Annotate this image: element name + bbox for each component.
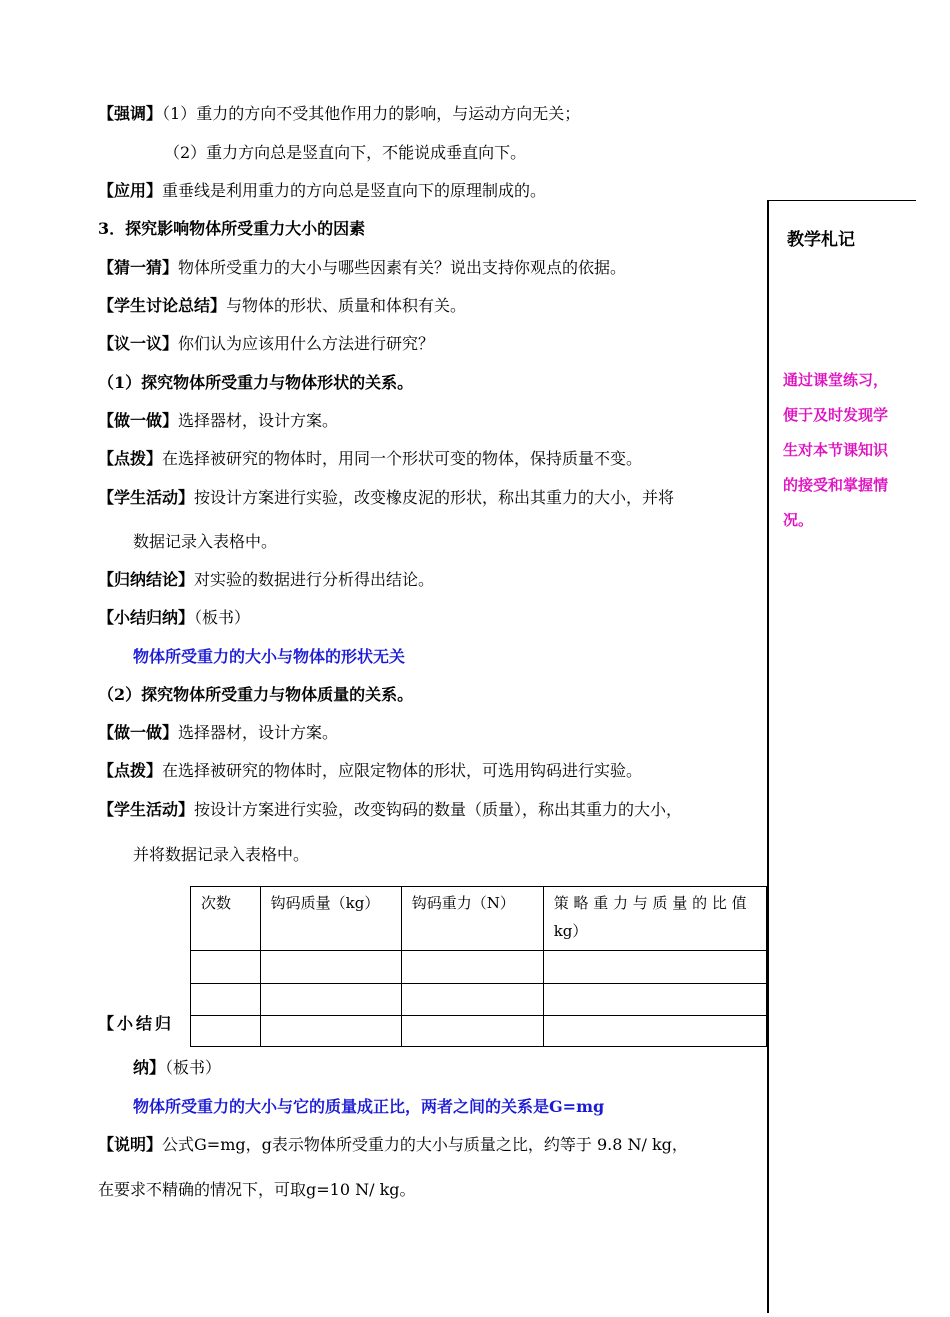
explanation-tag: 【说明】 (98, 1135, 163, 1154)
table-header-cell: 策 略 重 力 与 质 量 的 比 值 kg） (543, 887, 766, 951)
table-row (191, 1016, 767, 1047)
subsection-heading-1: （1）探究物体所受重力与物体形状的关系。 (98, 373, 414, 392)
table-cell (191, 984, 261, 1016)
table-cell (260, 1016, 401, 1047)
summary-tag-1: 【小结归纳】 (98, 608, 195, 627)
table-cell (401, 984, 543, 1016)
discussion-tag: 【学生讨论总结】 (98, 296, 227, 315)
do-it-text-1: 选择器材，设计方案。 (178, 411, 339, 430)
activity-text-2-cont: 并将数据记录入表格中。 (133, 845, 310, 864)
conclusion-text: 对实验的数据进行分析得出结论。 (194, 570, 435, 589)
guess-tag: 【猜一猜】 (98, 258, 179, 277)
activity-text-1-cont: 数据记录入表格中。 (133, 532, 278, 551)
explanation-text: 公式G=mg，g表示物体所受重力的大小与质量之比，约等于 9.8 N/ kg， (162, 1135, 688, 1154)
table-cell (260, 951, 401, 984)
activity-text-2: 按设计方案进行实验，改变钩码的数量（质量），称出其重力的大小， (194, 800, 683, 819)
do-it-tag-2: 【做一做】 (98, 723, 179, 742)
guess-text: 物体所受重力的大小与哪些因素有关？说出支持你观点的依据。 (178, 258, 627, 277)
application-tag: 【应用】 (98, 181, 163, 200)
table-header-cell: 钩码重力（N） (401, 887, 543, 951)
table-cell (543, 1016, 766, 1047)
activity-text-1: 按设计方案进行实验，改变橡皮泥的形状，称出其重力的大小，并将 (194, 488, 675, 507)
table-row (191, 984, 767, 1016)
table-header-cell: 钩码质量（kg） (260, 887, 401, 951)
explanation-text-cont: 在要求不精确的情况下，可取g=10 N/ kg。 (98, 1180, 416, 1199)
note-line: 通过课堂练习， (783, 371, 889, 389)
hint-text-1: 在选择被研究的物体时，用同一个形状可变的物体，保持质量不变。 (162, 449, 643, 468)
section-heading-3: 3．探究影响物体所受重力大小的因素 (98, 219, 366, 238)
activity-tag-1: 【学生活动】 (98, 488, 195, 507)
note-line: 的接受和掌握情 (783, 476, 889, 494)
summary-tag-2a: 【小结归 (98, 1014, 175, 1033)
note-line: 便于及时发现学 (783, 406, 889, 424)
table-row (191, 951, 767, 984)
discussion-text: 与物体的形状、质量和体积有关。 (226, 296, 467, 315)
emphasis-text-2: （2）重力方向总是竖直向下，不能说成垂直向下。 (164, 143, 527, 162)
table-cell (191, 951, 261, 984)
debate-text: 你们认为应该用什么方法进行研究？ (178, 334, 435, 353)
conclusion-tag: 【归纳结论】 (98, 570, 195, 589)
application-text: 重垂线是利用重力的方向总是竖直向下的原理制成的。 (162, 181, 547, 200)
hint-text-2: 在选择被研究的物体时，应限定物体的形状，可选用钩码进行实验。 (162, 761, 643, 780)
board-note-1: 物体所受重力的大小与物体的形状无关 (133, 647, 406, 666)
activity-tag-2: 【学生活动】 (98, 800, 195, 819)
table-header-row (191, 887, 767, 951)
summary-text-2: （板书） (165, 1058, 222, 1077)
do-it-text-2: 选择器材，设计方案。 (178, 723, 339, 742)
summary-text-1: （板书） (194, 608, 251, 627)
explanation-line (98, 1135, 688, 1155)
table-cell (191, 1016, 261, 1047)
summary-line-2 (133, 1058, 221, 1078)
summary-tag-2b: 纳】 (133, 1058, 166, 1077)
data-table (190, 886, 767, 1047)
emphasis-tag: 【强调】 (98, 104, 163, 123)
hint-tag-1: 【点拨】 (98, 449, 163, 468)
table-cell (401, 1016, 543, 1047)
table-header-cell: 次数 (191, 887, 261, 951)
emphasis-text-1: （1）重力的方向不受其他作用力的影响，与运动方向无关； (162, 104, 581, 123)
teaching-notes-title: 教学札记 (787, 230, 855, 250)
do-it-tag-1: 【做一做】 (98, 411, 179, 430)
table-cell (543, 984, 766, 1016)
teaching-notes-column (767, 200, 916, 1313)
table-cell (260, 984, 401, 1016)
hint-tag-2: 【点拨】 (98, 761, 163, 780)
subsection-heading-2: （2）探究物体所受重力与物体质量的关系。 (98, 685, 414, 704)
note-line: 生对本节课知识 (783, 441, 889, 459)
debate-tag: 【议一议】 (98, 334, 179, 353)
table-cell (401, 951, 543, 984)
board-note-2: 物体所受重力的大小与它的质量成正比，两者之间的关系是G=mg (133, 1097, 605, 1116)
teaching-notes-text (783, 363, 917, 538)
note-line: 况。 (783, 511, 814, 529)
table-cell (543, 951, 766, 984)
